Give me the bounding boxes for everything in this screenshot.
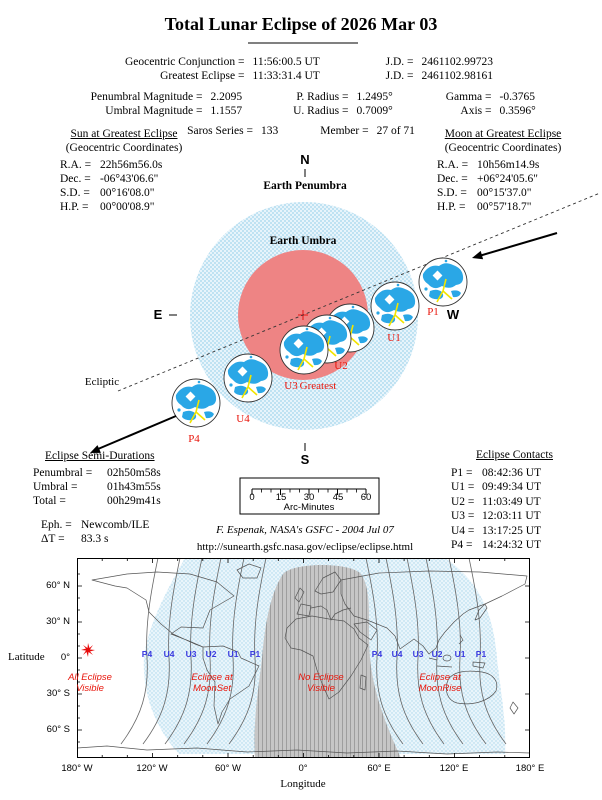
magnitude-table	[0, 90, 602, 118]
p-radius-label: P. Radius =	[296, 91, 349, 103]
lon-label-180E: 180° E	[515, 763, 545, 774]
lon-label-0: 0°	[298, 763, 308, 774]
total-duration-value: 00h29m41s	[107, 495, 161, 507]
ephemeris-label: Eph. =	[41, 519, 72, 531]
greatest-eclipse-label: Greatest Eclipse =	[160, 70, 245, 82]
compass-north-label: N	[300, 152, 310, 167]
lon-label-60W: 60° W	[215, 763, 241, 774]
contact-label-U4: U4	[236, 413, 250, 425]
scale-tick-15: 15	[275, 492, 287, 503]
scale-unit-label: Arc-Minutes	[283, 502, 335, 513]
page-title: Total Lunar Eclipse of 2026 Mar 03	[164, 14, 438, 34]
contact-label-U2: U2	[334, 360, 348, 372]
delta-t-value: 83.3 s	[81, 533, 109, 545]
u-radius-label: U. Radius =	[293, 105, 349, 117]
jd2-value: 2461102.98161	[421, 70, 493, 82]
umbral-magnitude-value: 1.1557	[210, 105, 243, 117]
moon-sd-value: 00°15'37.0"	[477, 187, 532, 199]
lon-label-120E: 120° E	[439, 763, 469, 774]
moon-coordinates-block	[413, 127, 593, 214]
moon-at-P1	[419, 258, 467, 306]
contact-P4-time: 14:24:32 UT	[482, 539, 542, 551]
umbral-magnitude-label: Umbral Magnitude =	[105, 105, 203, 117]
sun-ra-label: R.A. =	[60, 159, 92, 171]
map-contact-west-U3: U3	[185, 649, 197, 659]
semi-durations-title: Eclipse Semi-Durations	[45, 450, 155, 462]
zone-noeclipse-line1: No Eclipse	[298, 672, 344, 683]
contact-U3-time: 12:03:11 UT	[482, 510, 541, 522]
contact-P1-time-label: P1 =	[451, 466, 473, 479]
sun-dec-label: Dec. =	[60, 173, 91, 185]
map-contact-west-P1: P1	[249, 649, 261, 659]
sun-sd-value: 00°16'08.0"	[100, 187, 155, 199]
penumbral-magnitude-label: Penumbral Magnitude =	[90, 91, 203, 103]
sun-coordinates-block	[40, 127, 208, 214]
lat-label-60S: 60° S	[46, 724, 70, 735]
moon-ra-label: R.A. =	[437, 159, 469, 171]
ephemeris-value: Newcomb/ILE	[81, 519, 150, 531]
contact-P4-time-label: P4 =	[451, 539, 473, 551]
contact-U2-time: 11:03:49 UT	[482, 495, 541, 508]
latitude-axis-label: Latitude	[8, 651, 45, 663]
compass-west-label: W	[446, 307, 460, 322]
jd1-label: J.D. =	[385, 56, 414, 68]
sun-ra-value: 22h56m56.0s	[100, 159, 163, 171]
zone-moonrise-line2: MoonRise	[418, 683, 462, 694]
map-contact-east-U3: U3	[412, 649, 424, 659]
p-radius-value: 1.2495°	[356, 91, 393, 103]
member-label: Member =	[320, 125, 369, 137]
zone-noeclipse-line2: Visible	[307, 683, 335, 694]
geocentric-conjunction-value: 11:56:00.5 UT	[252, 56, 320, 68]
lat-label-60N: 60° N	[46, 580, 70, 591]
eclipse-contacts-title: Eclipse Contacts	[476, 449, 553, 461]
delta-t-label: ΔT =	[41, 533, 65, 545]
map-contact-east-U1: U1	[454, 649, 466, 659]
map-contact-east-P4: P4	[371, 649, 383, 659]
zone-eclipse-at-moonrise	[419, 672, 462, 694]
contact-label-P4: P4	[188, 433, 200, 445]
lat-label-30S: 30° S	[46, 688, 70, 699]
moon-dec-label: Dec. =	[437, 173, 468, 185]
sun-block-title: Sun at Greatest Eclipse	[70, 128, 178, 140]
penumbral-magnitude-value: 2.2095	[210, 91, 243, 103]
earth-penumbra-label: Earth Penumbra	[263, 180, 347, 192]
u-radius-value: 0.7009°	[356, 105, 393, 117]
lon-label-120W: 120° W	[136, 763, 168, 774]
greatest-eclipse-value: 11:33:31.4 UT	[252, 70, 320, 82]
lon-label-180W: 180° W	[61, 763, 93, 774]
map-contact-west-U2: U2	[205, 649, 217, 659]
map-contact-east-P1: P1	[475, 649, 487, 659]
moon-motion-arrow-out	[90, 416, 176, 453]
lat-label-0: 0°	[60, 652, 70, 663]
scale-tick-45: 45	[332, 492, 344, 503]
moon-block-subtitle: (Geocentric Coordinates)	[444, 142, 562, 154]
zone-eclipse-at-moonset	[191, 672, 232, 694]
moon-hp-label: H.P. =	[437, 201, 466, 213]
contact-label-U3: U3	[284, 380, 298, 392]
zone-moonset-line2: MoonSet	[192, 683, 232, 694]
zone-no-eclipse-visible	[298, 672, 343, 694]
jd1-value: 2461102.99723	[421, 56, 493, 68]
sun-sd-label: S.D. =	[60, 187, 90, 199]
axis-label: Axis =	[460, 105, 492, 117]
total-duration-label: Total =	[33, 495, 66, 507]
jd2-label: J.D. =	[385, 70, 414, 82]
map-contact-west-U1: U1	[227, 649, 239, 659]
sun-block-subtitle: (Geocentric Coordinates)	[65, 142, 183, 154]
moon-at-U1	[371, 282, 419, 330]
contact-label-P1: P1	[427, 306, 439, 318]
map-contact-west-U4: U4	[163, 649, 175, 659]
moon-at-P4	[172, 379, 220, 427]
scale-tick-60: 60	[360, 492, 372, 503]
zone-all-line1: All Eclipse	[68, 672, 112, 683]
penumbral-duration-value: 02h50m58s	[107, 467, 161, 479]
sun-dec-value: -06°43'06.6"	[100, 173, 159, 185]
sun-hp-label: H.P. =	[60, 201, 89, 213]
semi-durations-block	[33, 449, 193, 546]
compass-east-label: E	[153, 307, 163, 322]
observer-star-marker	[81, 643, 95, 657]
gamma-value: -0.3765	[499, 91, 535, 103]
contact-U2-time-label: U2 =	[451, 495, 475, 508]
moon-motion-arrow-in	[472, 233, 557, 259]
contact-U1-time: 09:49:34 UT	[482, 481, 542, 493]
earth-umbra-label: Earth Umbra	[269, 235, 337, 247]
moon-sd-label: S.D. =	[437, 187, 467, 199]
scale-tick-30: 30	[303, 492, 315, 503]
moon-at-U3	[280, 326, 328, 374]
axis-value: 0.3596°	[499, 105, 536, 117]
author-credit: F. Espenak, NASA's GSFC - 2004 Jul 07	[216, 524, 394, 536]
contact-P1-time: 08:42:36 UT	[482, 466, 542, 479]
moon-at-U4	[224, 354, 272, 402]
saros-value: 133	[260, 125, 279, 137]
header-block	[0, 55, 602, 137]
moon-ra-value: 10h56m14.9s	[477, 159, 540, 171]
geocentric-conjunction-label: Geocentric Conjunction =	[124, 56, 245, 68]
eclipse-contacts-block	[437, 448, 592, 553]
member-value: 27 of 71	[376, 125, 415, 137]
gamma-label: Gamma =	[445, 91, 492, 103]
umbral-duration-label: Umbral =	[33, 481, 78, 493]
moon-hp-value: 00°57'18.7"	[477, 201, 532, 213]
zone-moonset-line1: Eclipse at	[191, 672, 233, 683]
lat-label-30N: 30° N	[46, 616, 70, 627]
map-contact-west-P4: P4	[141, 649, 153, 659]
saros-label: Saros Series =	[187, 125, 253, 137]
contact-U1-time-label: U1 =	[451, 481, 475, 493]
eclipse-url[interactable]: http://sunearth.gsfc.nasa.gov/eclipse/eclipse.html	[196, 541, 414, 553]
zone-moonrise-line1: Eclipse at	[419, 672, 461, 683]
scale-tick-0: 0	[249, 492, 255, 503]
map-contact-east-U2: U2	[431, 649, 443, 659]
lon-label-60E: 60° E	[367, 763, 391, 774]
moon-block-title: Moon at Greatest Eclipse	[444, 128, 562, 140]
zone-all-line2: Visible	[76, 683, 104, 694]
compass-south-label: S	[300, 452, 310, 467]
contact-label-greatest: Greatest	[299, 380, 337, 392]
contact-U4-time: 13:17:25 UT	[482, 524, 542, 537]
ecliptic-label: Ecliptic	[84, 376, 120, 388]
umbral-duration-value: 01h43m55s	[107, 481, 161, 493]
zone-all-eclipse-visible	[68, 672, 112, 694]
longitude-axis-label: Longitude	[280, 778, 326, 790]
conjunction-table	[0, 55, 602, 83]
contact-U4-time-label: U4 =	[451, 524, 475, 537]
contact-U3-time-label: U3 =	[451, 510, 475, 522]
sun-hp-value: 00°00'08.9"	[100, 201, 155, 213]
map-contact-east-U4: U4	[391, 649, 403, 659]
penumbral-duration-label: Penumbral =	[33, 467, 93, 479]
moon-dec-value: +06°24'05.6"	[477, 173, 538, 185]
contact-label-U1: U1	[387, 332, 401, 344]
